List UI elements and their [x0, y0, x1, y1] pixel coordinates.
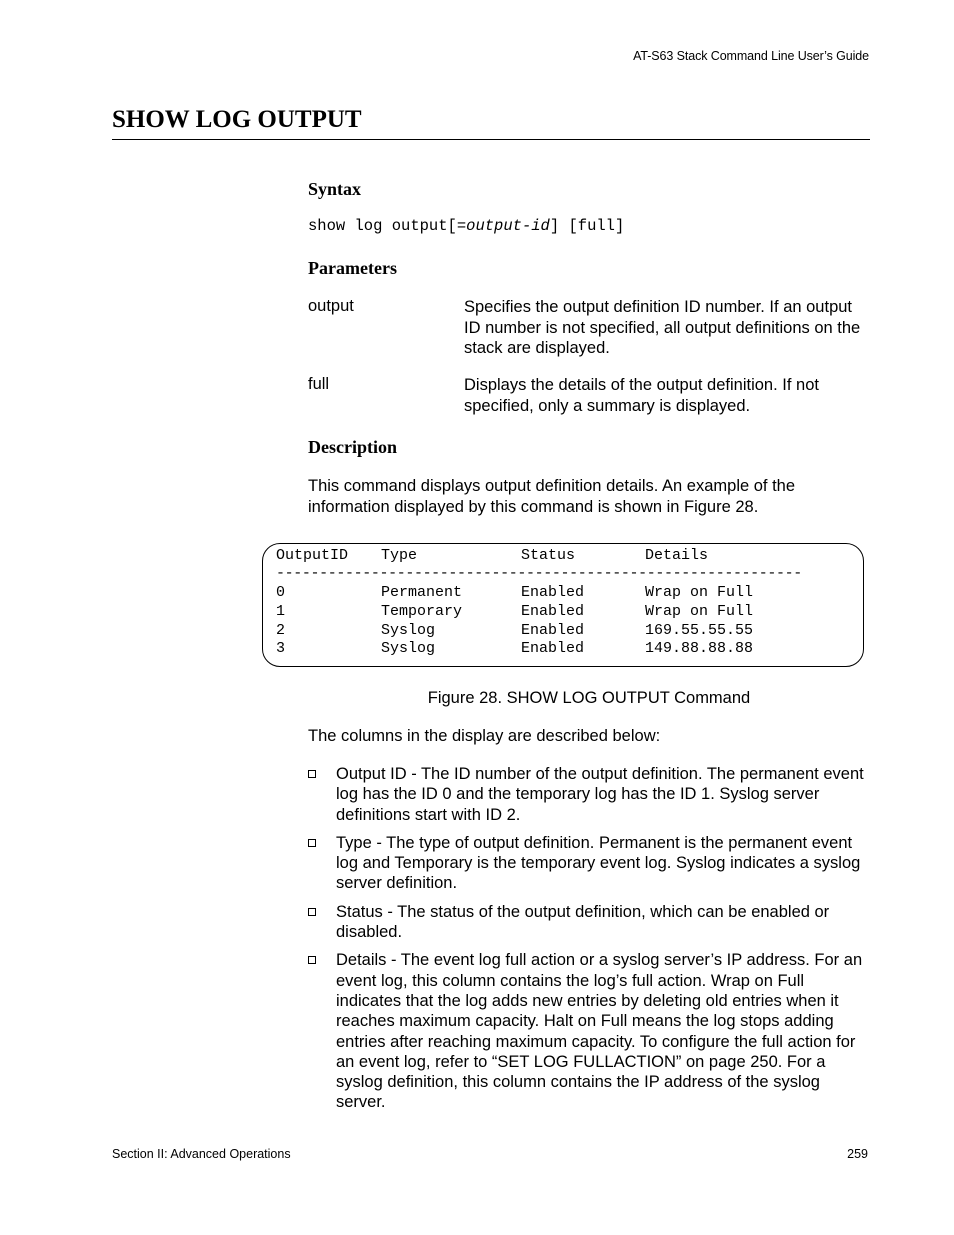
list-item	[308, 833, 870, 894]
list-item	[308, 902, 870, 943]
terminal-row	[276, 584, 754, 602]
param-name-full: full	[308, 375, 330, 393]
description-heading: Description	[308, 437, 397, 457]
terminal-cell-status: Enabled	[521, 584, 585, 601]
list-item-text: Output ID - The ID number of the output definition. The permanent event log has the ID 0 and the temporary log has the ID 1. Syslog server definitions start with ID 2.	[336, 765, 864, 824]
terminal-cell-type: Syslog	[381, 622, 436, 639]
terminal-cell-id: 3	[276, 640, 286, 657]
terminal-cell-status: Enabled	[521, 640, 585, 657]
terminal-cell-status: Enabled	[521, 622, 585, 639]
terminal-cell-type: Temporary	[381, 603, 463, 620]
columns-intro: The columns in the display are described below:	[308, 727, 661, 745]
terminal-col-details: Details	[645, 547, 709, 564]
syntax-heading: Syntax	[308, 179, 362, 199]
param-name-output: output	[308, 297, 354, 315]
description-text: This command displays output definition details. An example of the information displayed by this command is shown in Figure 28.	[308, 477, 796, 516]
checkbox-bullet-icon	[308, 908, 316, 916]
list-item	[308, 764, 870, 825]
checkbox-bullet-icon	[308, 956, 316, 964]
list-item	[308, 950, 870, 1112]
terminal-cell-type: Syslog	[381, 640, 436, 657]
page-title: SHOW LOG OUTPUT	[112, 106, 362, 133]
syntax-command-param: output-id	[466, 217, 550, 235]
figure-caption: Figure 28. SHOW LOG OUTPUT Command	[427, 689, 751, 707]
terminal-cell-details: Wrap on Full	[645, 584, 754, 601]
list-item-text: Type - The type of output definition. Permanent is the permanent event log and Temporary is the temporary event log. Syslog indicates a syslog server definition.	[336, 833, 861, 893]
terminal-col-type: Type	[381, 547, 418, 564]
terminal-cell-details: Wrap on Full	[645, 603, 754, 620]
terminal-row	[276, 603, 754, 621]
terminal-col-status: Status	[521, 547, 576, 564]
list-item-text: Details - The event log full action or a syslog server’s IP address. For an event log, this column contains the log’s full action. Wrap on Full indicates that the log adds new entries by deleting old entries when it reaches maximum capacity. Halt on Full means the log stops adding entries after reaching maximum capacity. To configure the full action for an event log, refer to “SET LOG FULLACTION” on page 250. For a syslog definition, this column contains the IP address of the syslog server.	[336, 951, 863, 1112]
terminal-cell-id: 1	[276, 603, 286, 620]
terminal-header-row	[276, 547, 709, 565]
footer-page-number: 259	[847, 1147, 868, 1161]
footer-section: Section II: Advanced Operations	[112, 1147, 291, 1161]
param-desc-full: Displays the details of the output definition. If not specified, only a summary is displayed.	[464, 376, 819, 415]
terminal-cell-id: 0	[276, 584, 286, 601]
syntax-command	[308, 217, 624, 235]
title-rule	[112, 139, 870, 140]
column-descriptions-list	[308, 764, 870, 1121]
terminal-cell-id: 2	[276, 622, 286, 639]
list-item-text: Status - The status of the output definition, which can be enabled or disabled.	[336, 902, 830, 942]
running-header: AT-S63 Stack Command Line User’s Guide	[633, 49, 869, 63]
parameters-heading: Parameters	[308, 258, 397, 278]
syntax-command-suffix: ] [full]	[549, 217, 625, 235]
terminal-cell-details: 149.88.88.88	[645, 640, 754, 657]
terminal-row	[276, 640, 754, 658]
terminal-cell-status: Enabled	[521, 603, 585, 620]
checkbox-bullet-icon	[308, 839, 316, 847]
terminal-cell-details: 169.55.55.55	[645, 622, 754, 639]
terminal-cell-type: Permanent	[381, 584, 463, 601]
param-desc-output: Specifies the output definition ID number. If an output ID number is not specified, all output definitions on the stack are displayed.	[464, 298, 861, 357]
terminal-col-outputid: OutputID	[276, 547, 349, 564]
terminal-separator: -------------------------------------------------------------	[276, 565, 802, 582]
terminal-row	[276, 622, 754, 640]
syntax-command-prefix: show log output[=	[308, 217, 467, 235]
checkbox-bullet-icon	[308, 770, 316, 778]
